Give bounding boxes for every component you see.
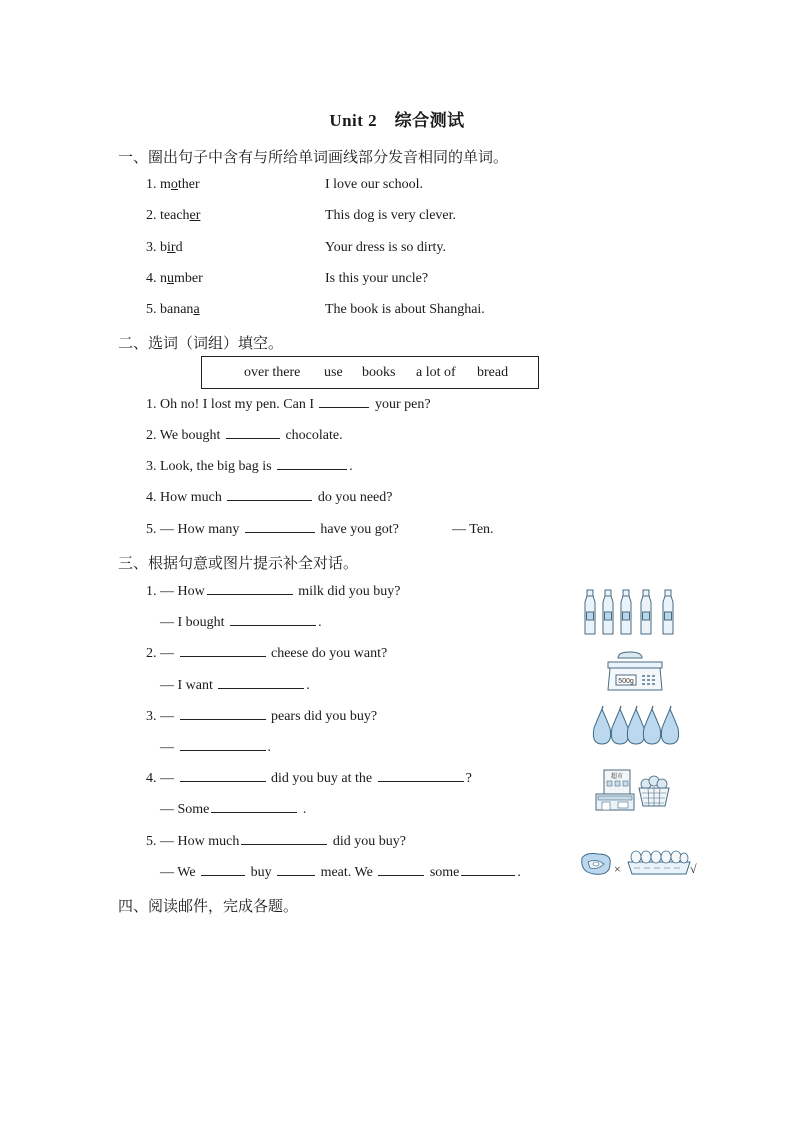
scale-readout: 500g — [618, 678, 634, 685]
s3-q2-line2: — I want . — [160, 678, 310, 693]
answer-blank[interactable] — [461, 874, 515, 876]
answer-blank[interactable] — [218, 687, 304, 689]
s3-q1-line2: — I bought . — [160, 615, 322, 630]
answer-blank[interactable] — [211, 811, 297, 813]
answer-blank[interactable] — [245, 531, 315, 533]
s2-question-1: 1. Oh no! I lost my pen. Can I your pen? — [146, 397, 431, 412]
word-bank-item: books — [362, 365, 396, 380]
answer-blank[interactable] — [180, 749, 266, 751]
basket-icon — [636, 772, 672, 808]
answer-blank[interactable] — [277, 874, 315, 876]
s3-q4-line1: 4. — did you buy at the ? — [146, 771, 472, 786]
section3-heading: 三、根据句意或图片提示补全对话。 — [118, 556, 359, 572]
s3-q1-line1: 1. — How milk did you buy? — [146, 584, 401, 599]
s2-answer-5: — Ten. — [452, 522, 494, 537]
s1-sentence-5: The book is about Shanghai. — [325, 302, 485, 317]
answer-blank[interactable] — [277, 468, 347, 470]
answer-blank[interactable] — [378, 874, 424, 876]
s3-q5-line1: 5. — How much did you buy? — [146, 834, 406, 849]
answer-blank[interactable] — [227, 499, 312, 501]
s1-sentence-4: Is this your uncle? — [325, 271, 429, 286]
s3-q3-line1: 3. — pears did you buy? — [146, 709, 378, 724]
word-bank-item: a lot of — [416, 365, 456, 380]
answer-blank[interactable] — [319, 406, 369, 408]
s2-question-5: 5. — How many have you got? — [146, 522, 399, 537]
s1-word-4: 4. number — [146, 271, 203, 286]
pears-icon — [590, 706, 682, 746]
s1-word-1: 1. mother — [146, 177, 200, 192]
s3-q5-line2: — We buy meat. We some . — [160, 865, 521, 880]
s3-q3-line2: — . — [160, 740, 271, 755]
answer-blank[interactable] — [207, 593, 293, 595]
s1-sentence-1: I love our school. — [325, 177, 423, 192]
answer-blank[interactable] — [241, 843, 327, 845]
s1-word-5: 5. banana — [146, 302, 200, 317]
market-sign: 超市 — [611, 773, 624, 780]
page-title: Unit 2 综合测试 — [329, 111, 465, 130]
word-bank-item: use — [324, 365, 343, 380]
supermarket-icon — [594, 768, 636, 812]
s1-word-2: 2. teacher — [146, 208, 201, 223]
answer-blank[interactable] — [180, 718, 266, 720]
s2-question-4: 4. How much do you need? — [146, 490, 393, 505]
section1-heading: 一、圈出句子中含有与所给单词画线部分发音相同的单词。 — [118, 150, 509, 166]
cross-mark: × — [614, 862, 621, 876]
s1-word-3: 3. bird — [146, 240, 183, 255]
s3-q4-line2: — Some . — [160, 802, 307, 817]
milk-bottles-icon — [584, 588, 684, 638]
word-bank-item: bread — [477, 365, 509, 380]
s1-sentence-2: This dog is very clever. — [325, 208, 457, 223]
answer-blank[interactable] — [230, 624, 316, 626]
check-mark: √ — [690, 862, 697, 876]
answer-blank[interactable] — [180, 655, 266, 657]
eggs-icon — [626, 846, 692, 876]
section4-heading: 四、阅读邮件，完成各题。 — [118, 899, 299, 915]
section2-heading: 二、选词（词组）填空。 — [118, 336, 284, 352]
answer-blank[interactable] — [378, 780, 464, 782]
scale-icon — [606, 650, 664, 692]
s3-q2-line1: 2. — cheese do you want? — [146, 646, 388, 661]
s1-sentence-3: Your dress is so dirty. — [325, 240, 446, 255]
meat-icon — [578, 848, 614, 878]
answer-blank[interactable] — [180, 780, 266, 782]
answer-blank[interactable] — [226, 437, 280, 439]
word-bank-item: over there — [244, 365, 301, 380]
s2-question-2: 2. We bought chocolate. — [146, 428, 343, 443]
s2-question-3: 3. Look, the big bag is . — [146, 459, 353, 474]
answer-blank[interactable] — [201, 874, 245, 876]
